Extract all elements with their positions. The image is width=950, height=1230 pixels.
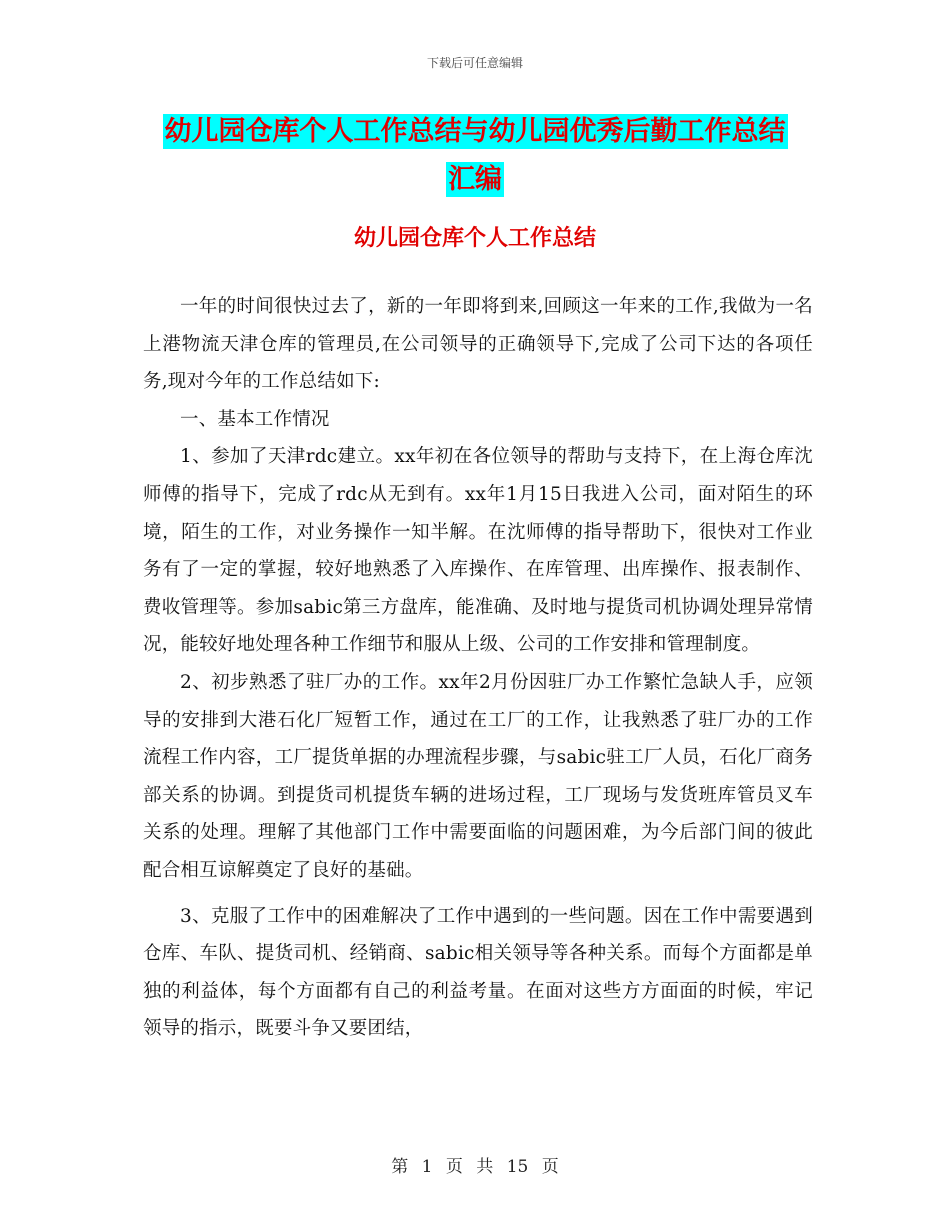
header-note: 下载后可任意编辑 bbox=[426, 56, 523, 70]
footer-total-pages: 15 bbox=[506, 1157, 529, 1177]
section-title: 幼儿园仓库个人工作总结 bbox=[353, 226, 596, 251]
paragraph-heading-basic: 一、基本工作情况 bbox=[180, 408, 330, 430]
footer-prefix: 第 bbox=[391, 1157, 409, 1177]
paragraph-item-3: 3、克服了工作中的困难解决了工作中遇到的一些问题。因在工作中需要遇到仓库、车队、提货司机、经销商、sabic相关领导等各种关系。而每个方面都是单独的利益体，每个方面都有自己的利益考量。在面对这些方方面面的时候，牢记领导的指示，既要斗争又要团结， bbox=[143, 905, 813, 1040]
document-title bbox=[140, 108, 810, 204]
paragraph-intro: 一年的时间很快过去了，新的一年即将到来,回顾这一年来的工作,我做为一名上港物流天津仓库的管理员,在公司领导的正确领导下,完成了公司下达的各项任务,现对今年的工作总结如下: bbox=[143, 296, 813, 393]
document-title-line1: 幼儿园仓库个人工作总结与幼儿园优秀后勤工作总结 bbox=[164, 116, 786, 147]
footer-mid2: 共 bbox=[476, 1157, 494, 1177]
footer-page-number: 1 bbox=[421, 1157, 433, 1177]
paragraph-item-2: 2、初步熟悉了驻厂办的工作。xx年2月份因驻厂办工作繁忙急缺人手，应领导的安排到大港石化厂短暂工作，通过在工厂的工作，让我熟悉了驻厂办的工作流程工作内容，工厂提货单据的办理流程步骤，与sabic驻工厂人员，石化厂商务部关系的协调。到提货司机提货车辆的进场过程，工厂现场与发货班库管员叉车关系的处理。理解了其他部门工作中需要面临的问题困难，为今后部门间的彼此配合相互谅解奠定了良好的基础。 bbox=[143, 671, 813, 881]
footer-suffix: 页 bbox=[541, 1157, 559, 1177]
paragraph-item-1: 1、参加了天津rdc建立。xx年初在各位领导的帮助与支持下，在上海仓库沈师傅的指导下，完成了rdc从无到有。xx年1月15日我进入公司，面对陌生的环境，陌生的工作，对业务操作一知半解。在沈师傅的指导帮助下，很快对工作业务有了一定的掌握，较好地熟悉了入库操作、在库管理、出库操作、报表制作、费收管理等。参加sabic第三方盘库，能准确、及时地与提货司机协调处理异常情况，能较好地处理各种工作细节和服从上级、公司的工作安排和管理制度。 bbox=[143, 446, 813, 656]
body-text bbox=[143, 288, 813, 1048]
page-footer bbox=[0, 1152, 950, 1177]
document-title-line2: 汇编 bbox=[448, 164, 502, 195]
footer-mid1: 页 bbox=[445, 1157, 463, 1177]
